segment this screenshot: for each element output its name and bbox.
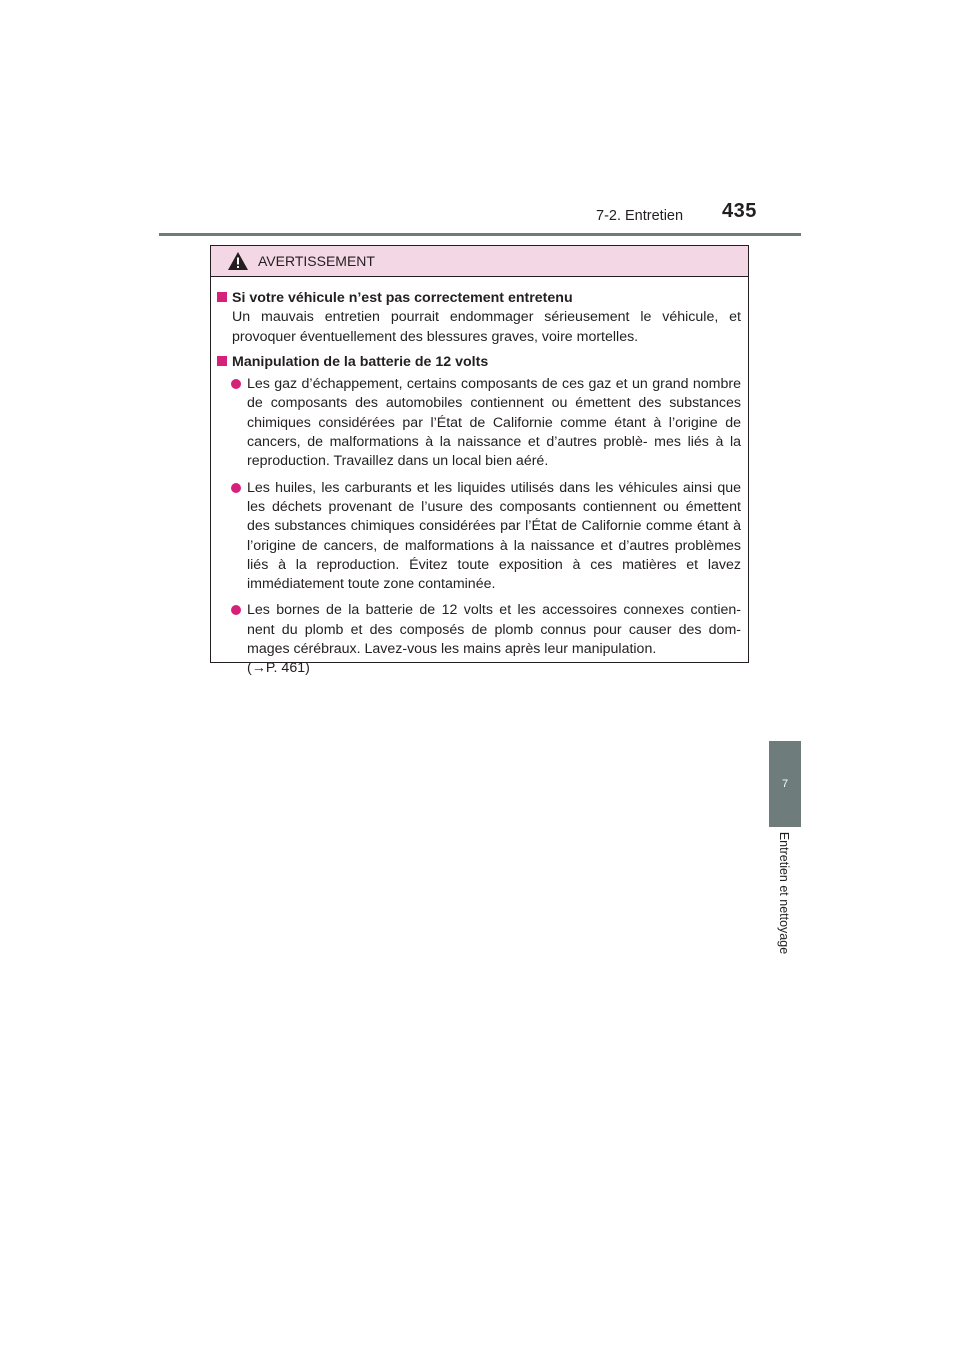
section-title-text: Manipulation de la batterie de 12 volts — [232, 353, 489, 370]
circle-bullet-icon — [231, 605, 241, 615]
page-reference-link[interactable]: (→P. 461) — [247, 660, 310, 677]
section-title-text: Si votre véhicule n’est pas correctement entretenu — [232, 290, 573, 306]
section-title — [217, 353, 741, 372]
bullet-item — [231, 375, 741, 471]
bullet-item — [231, 479, 741, 595]
header-rule — [159, 233, 801, 236]
page-number: 435 — [722, 200, 757, 222]
chapter-number: 7 — [781, 778, 789, 790]
section-title — [217, 289, 741, 308]
bullet-text: Les bornes de la batterie de 12 volts et les accessoires connexes contien- nent du plomb et des composés de plomb connus pour causer des dom- mages cérébraux. Lavez-vous les mains après leur manipulation. — [247, 602, 741, 658]
warning-header — [211, 246, 748, 277]
circle-bullet-icon — [231, 379, 241, 389]
warning-section — [217, 289, 741, 347]
chapter-title: Entretien et nettoyage — [777, 831, 791, 955]
bullet-item — [231, 601, 741, 678]
section-heading: 7-2. Entretien — [596, 208, 684, 224]
square-bullet-icon — [217, 292, 227, 302]
section-text: Un mauvais entretien pourrait endommager sérieusement le véhicule, et provoquer éventuellement des blessures graves, voire mortelles. — [232, 309, 741, 345]
warning-body — [211, 277, 748, 679]
chapter-label — [752, 833, 816, 953]
chapter-tab — [769, 741, 801, 827]
warning-box — [210, 245, 749, 677]
bullet-text: Les huiles, les carburants et les liquides utilisés dans les véhicules ainsi que les déchets provenant de l’usure des composants contiennent ou émettent des substances chimiques considérées par l’État de Californie comme étant à l’origine de cancers, de malformations à la naissance et d’autres problèmes liés à la reproduction. Évitez toute exposition à ces matières et lavez immédiatement toute zone contaminée. — [247, 479, 741, 593]
circle-bullet-icon — [231, 483, 241, 493]
warning-section — [217, 353, 741, 679]
square-bullet-icon — [217, 356, 227, 366]
bullet-text: Les gaz d’échappement, certains composants de ces gaz et un grand nombre de composants des automobiles contiennent ou émettent des substances chimiques considérées par l’État de Californie comme étant à l’origine de cancers, de malformations à la naissance et d’autres problè- mes liés à la reproduction. Travaillez dans un local bien aéré. — [247, 376, 741, 470]
warning-triangle-icon — [227, 251, 249, 271]
warning-title: AVERTISSEMENT — [258, 253, 375, 269]
